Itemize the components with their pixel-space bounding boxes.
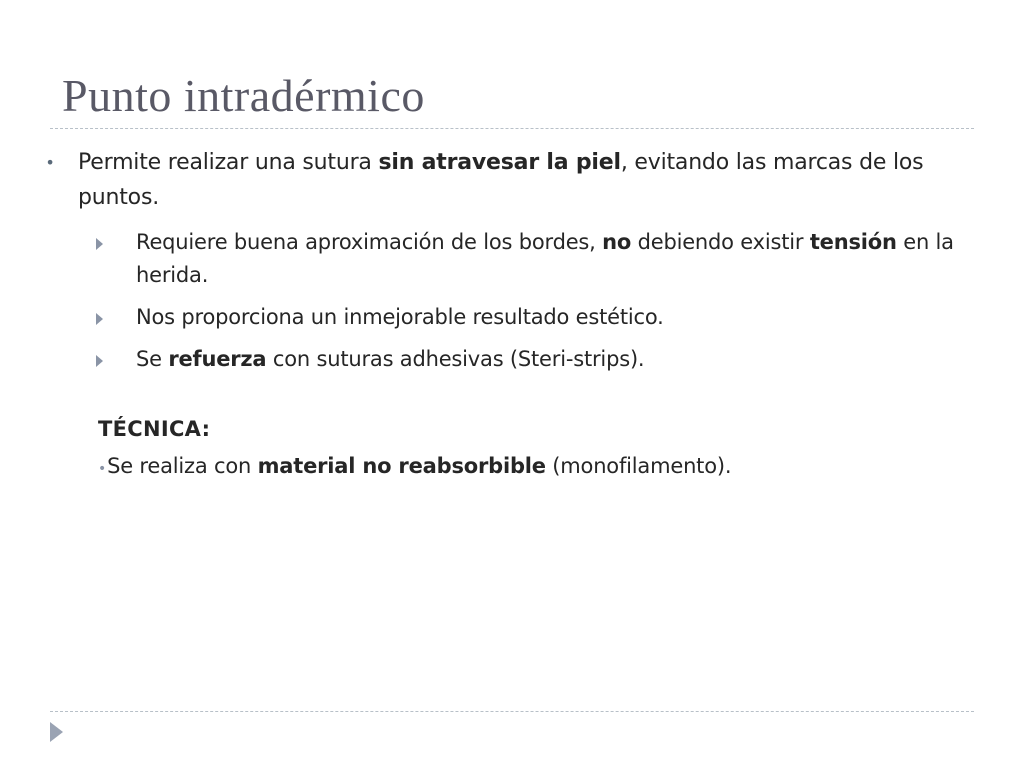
sub-bullet-1-bold-2: tensión: [809, 230, 897, 254]
tecnica-bold-1: material no reabsorbible: [257, 454, 546, 478]
triangle-arrow-icon: [96, 355, 103, 367]
title-divider: [50, 128, 974, 129]
sub-bullet-3: [40, 343, 980, 376]
sub-bullet-3-bold-1: refuerza: [168, 347, 267, 371]
tecnica-heading: TÉCNICA:: [98, 417, 211, 441]
sub-bullet-1-text-3: en la herida.: [136, 230, 954, 287]
sub-bullet-3-text-1: Se: [136, 347, 169, 371]
tecnica-text-1: Se realiza con: [107, 454, 258, 478]
main-bullet: [40, 145, 980, 215]
sub-bullet-1: [40, 226, 980, 292]
sub-bullet-1-bold-1: no: [602, 230, 632, 254]
slide-title: Punto intradérmico: [62, 70, 425, 121]
main-bullet-text-2: , evitando las marcas de los puntos.: [78, 150, 924, 210]
triangle-play-icon: [50, 722, 63, 742]
tecnica-line: [40, 450, 980, 486]
sub-bullet-2-text-1: Nos proporciona un inmejorable resultado estético.: [136, 305, 664, 329]
small-dot-icon: •: [98, 461, 107, 477]
tecnica-text-2: (monofilamento).: [545, 454, 732, 478]
triangle-arrow-icon: [96, 238, 103, 250]
sub-bullet-1-text-1: Requiere buena aproximación de los bordes,: [136, 230, 603, 254]
sub-bullet-2: [40, 301, 980, 334]
slide-body: [40, 145, 980, 486]
main-bullet-bold-1: sin atravesar la piel: [378, 150, 621, 175]
triangle-arrow-icon: [96, 313, 103, 325]
main-bullet-text-1: Permite realizar una sutura: [78, 150, 379, 175]
footer-divider: [50, 711, 974, 712]
sub-bullet-3-text-2: con suturas adhesivas (Steri-strips).: [266, 347, 645, 371]
bullet-dot-icon: •: [45, 153, 55, 172]
sub-bullet-1-text-2: debiendo existir: [631, 230, 810, 254]
